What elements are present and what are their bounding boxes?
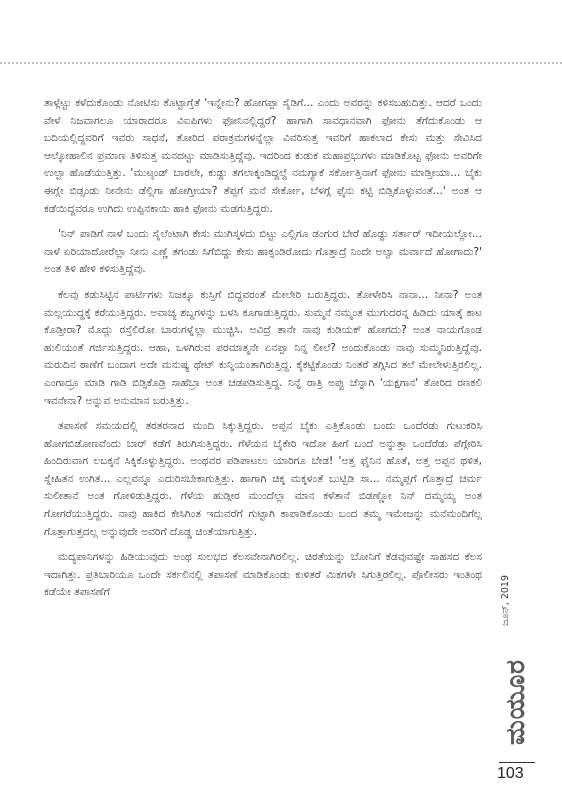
magazine-sidebar xyxy=(496,570,536,770)
paragraph: ತಾಳ್ಗೆಟ್ಟು ಕಳೆದುಕೊಂಡು ನೋಟಿಸು ಕೊಟ್ಟಾಗ್ತೆತೆ 'ಇನ್ನೇನು? ಹೋಗಪ್ಪಾ ಸೈಡಿಗೆ... ಎಂದು ಅವರನ್ನು ಕಳಿಸಬಹುದಿತ್ತು. ಆದರೆ ಒಂದು ವೇಳೆ ನಿಜವಾಗಲೂ ಯಾರಾದರೂ ವಿಐಪಿಗಳು ಫೋನಿನಲ್ಲಿದ್ದರೆ? ಹಾಗಾಗಿ ಸಾವಧಾನವಾಗಿ ಫೋನು ತೆಗೆದುಕೊಂಡು ಆ ಬದಿಯಲ್ಲಿದ್ದವರಿಗೆ ಇವರು ಸಾಧನೆ, ತೋರಿದ ಪರಾಕ್ರಮಗಳನ್ನೆಲ್ಲಾ ವಿವರಿಸುತ್ತ ಇವರಿಗೆ ಹಾಕಲಾದ ಕೇಸು ಮತ್ತು ಸೇವಿಸಿದ ಆಲ್ಕೋಹಾಲಿನ ಪ್ರಮಾಣ ತಿಳಿಸುತ್ತ ಮನದಟ್ಟು ಮಾಡಿಸುತ್ತಿದ್ದೆವು. ಇದರಿಂದ ಕುಡುಕ ಮಹಾಪ್ರಭುಗಳು ಮಾಡಿಕೊಟ್ಟ ಫೋನು ಅವರಿಗೇ ಉಲ್ಟಾ ಹೊಡೆಯುತ್ತಿತ್ತು. 'ಮುಟ್ಠಂಡ್ ಬಾರಲೇ, ಕುಡ್ದು ತಗಲಾಕ್ಕಂಡಿದ್ದಲ್ದೆ ನಮಗ್ಯಾಕೆ ಸರ್ಕೋತ್ತಿನಾಗೆ ಫೋನು ಮಾಡ್ತೀಯಾ... ಬೈಕು ಈಗ್ಲೇ ಬಿಡ್ಸಂಡು ನೀನೇನು ಡೆಲ್ಲಿಗಾ ಹೋಗ್ತೀಯಾ? ತೆಪ್ಪಗೆ ಮನೆ ಸೇರ್ಕೋ, ಬೆಳಗ್ಗೆ ಫೈನು ಕಟ್ಟಿ ಬಿಡ್ಸಿಕೊಳ್ಳುವಂತೆ...' ಅಂತ ಆ ಕಡೆಯಿದ್ದವರೂ ಉಗಿದು ಉಪ್ಪಿನಕಾಯಿ ಹಾಕಿ ಫೋನು ಮಡಗುತ್ತಿದ್ದರು. xyxy=(44,97,482,215)
paragraph: ಕೆಲವು ಕಡುಸಿಟ್ಟಿನ ಪಾರ್ಟಿಗಳು ನಿಜಕ್ಕೂ ಕುಸ್ತಿಗೆ ಬಿದ್ದವರಂತೆ ಮೇಲೇರಿ ಬರುತ್ತಿದ್ದರು. ತೋಳೇರಿಸಿ ನಾನಾ... ನೀನಾ? ಅಂತ ಮಲ್ಲಯುದ್ಧಕ್ಕೆ ಕರೆಯುತ್ತಿದ್ದರು. ಅವಾಚ್ಯ ಶಬ್ದಗಳನ್ನು ಬಳಸಿ ಕೂಗಾಡುತ್ತಿದ್ದರು. ಸುಮ್ಮನೆ ನಮ್ಮಂತ ಮುಗುದರನ್ನ ಹಿಡಿದು ಯಾತ್ಕೆ ಕಾಟ ಕೊಡ್ತೀರಾ? ಮೊದ್ಲು ರಸ್ತೆಲಿರೋ ಬಾರುಗಳ್ನೆಲ್ಲಾ ಮುಚ್ಚಿಸಿ. ಅವಿದ್ರೆ ತಾನೇ ನಾವು ಕುಡಿಯಕ್ ಹೋಗದು? ಅಂತ ನಾಯಗೊಂಡ ಹುಲಿಯಂತೆ ಗರ್ಜಿಸುತ್ತಿದ್ದರು. ಆಹಾ, ಒಳಗಿರುವ ಪರಮಾತ್ಮನೇ ಏನಪ್ಪಾ ನಿನ್ನ ಲೀಲೆ? ಅಂದುಕೊಂಡು ನಾವು ಸುಮ್ಮನಿರುತ್ತಿದ್ದೆವು. ಮರುದಿನ ಠಾಣೆಗೆ ಬಂದಾಗ ಅದೇ ಮನುಷ್ಯ ಥೇಟ್ ಕುನ್ನಿಯಂತಾಗಿರುತ್ತಿದ್ದ. ಕೈಕಟ್ಟಿಕೊಂಡು ನಿಂತರೆ ತಗ್ಗಿಸಿದ ತಲೆ ಮೇಲೇಳುತ್ತಿರಲಿಲ್ಲ. ಎಂಗಾದ್ರೂ ಮಾಡಿ ಗಾಡಿ ಬಿಡ್ಸಿಕೊಡ್ರಿ ಸಾಹೆಬ್ರಾ ಅಂತ ಚಡಪಡಿಸುತ್ತಿದ್ದ. ನಿನ್ನೆ ರಾತ್ರಿ ಅಪ್ಪು ಚೆನ್ನಾಗಿ 'ಯಕ್ಷಗಾನ' ತೋರಿದ ರಣಕಲಿ ಇವನೇನಾ? ಅನ್ನುವ ಅನುಮಾನ ಬರುತ್ತಿತ್ತು. xyxy=(44,288,482,407)
page-number-rule xyxy=(499,762,535,763)
dotted-divider xyxy=(0,62,562,64)
paragraph: ಮದ್ಯಪಾನಿಗಳನ್ನು ಹಿಡಿಯುವುದು ಅಂಥ ಸುಲಭದ ಕೆಲಸವೇನಾಗಿರಲಿಲ್ಲ. ಚಿರತೆಯನ್ನು ಬೋನಿಗೆ ಕೆಡವುವಷ್ಟೇ ಸಾಹಸದ ಕೆಲಸ ಇದಾಗಿತ್ತು. ಪ್ರತಿಬಾರಿಯೂ ಒಂದೇ ಸರ್ಕಲಿನಲ್ಲಿ ತಪಾಸಣೆ ಮಾಡಿಕೊಂಡು ಕುಳಿತರೆ ಮಿಕಗಳೇ ಸಿಗುತ್ತಿರಲಿಲ್ಲ. ಪೊಲೀಸರು ಇಂತಿಂಥ ಕಡೆಯೇ ತಪಾಸಣೆಗೆ xyxy=(44,551,482,599)
issue-date: ಜೂನ್, 2019 xyxy=(500,574,511,626)
page-number: 103 xyxy=(497,765,524,782)
paragraph: ತಪಾಸಣೆ ಸಮಯದಲ್ಲಿ ತರತರನಾದ ಮಂದಿ ಸಿಕ್ಕುತ್ತಿದ್ದರು. ಅಪ್ಪನ ಬೈಕು ಎತ್ತಿಕೊಂಡು ಬಂದು ಒಂದೆರಡು ಗುಟುಕರಿಸಿ ಹೋಗಬಿಡೋಣವೆಂದು ಬಾರ್ ಕಡೆಗೆ ತಿರುಗಿಸುತ್ತಿದ್ದರು. ಗೆಳೆಯನ ಬೈಕೇರಿ ಇದೋ ಹೀಗೆ ಬಂದೆ ಅನ್ನುತ್ತಾ ಒಂದೆರೆಡು ಪೆಗ್ಗೇರಿಸಿ ಹಿಂದಿರುವಾಗ ಲಬಕ್ಕನೆ ಸಿಕ್ಕಿಕೊಳ್ಳುತ್ತಿದ್ದರು. ಅಂಥವರ ಪಡಿಪಾಟಲು ಯಾರಿಗೂ ಬೇಡ! 'ಅತ್ತ ಫೈನಿನ ಹೊತೆ, ಅತ್ತ ಅಪ್ಪನ ಥಳಿತ, ಸ್ನೇಹಿತನ ಉಗಿತ... ಎಲ್ಲವನ್ನೂ ಎದುರಿಸಬೇಕಾಗುತ್ತಿತ್ತು. ಹಾಗಾಗಿ ಚಿಕ್ಕ ಮಕ್ಕಳಂತೆ ಬುಟ್ಬಿಡಿ ಸಾ... ನಮ್ಮಪ್ಪಗೆ ಗೊತ್ತಾದ್ರೆ ಚರ್ಮ ಸುಲೀತಾನೆ ಅಂತ ಗೋಳಿಡುತ್ತಿದ್ದರು. ಗೆಳೆಯ ಹುಡ್ಗೀರ ಮುಂದೆಲ್ಲಾ ಮಾನ ಕಳೆತಾನೆ ಬಿಡಣ್ಣೋ ನಿನ್ ದಮ್ಮಯ್ಯ ಅಂತ ಗೋಗರೆಯುತ್ತಿದ್ದರು. ನಾವು ಹಾಕಿದ ಕೇಸಿಗಿಂತ ಇದುವರೆಗೆ ಗುಟ್ಟಾಗಿ ಕಾಪಾಡಿಕೊಂಡು ಬಂದ ತಮ್ಮ ಇಮೇಜನ್ನು ಮನೆಮಂದಿಗೆಲ್ಲ ಗೊತ್ತಾಗುತ್ತದಲ್ಲ ಅನ್ನುವುದೇ ಅವರಿಗೆ ದೊಡ್ಡ ಚಿಂತೆಯಾಗುತ್ತಿತ್ತು. xyxy=(44,420,482,538)
paragraph: 'ನಿನ್ ಪಾಡಿಗೆ ನಾಳೆ ಬಂದು ಸೈಲೆಂಟಾಗಿ ಕೇಸು ಮುಗಿಸ್ಕಳದು ಬಿಟ್ಟು ಎಲ್ಲಿಗೂ ಡಂಗುರ ಬೇರೆ ಹೊಡ್ದು ಸರ್ತಾರ್ ಇದೀಯಲ್ಲೋ... ನಾಳೆ ಏರಿಯಾದೋರೆಲ್ಲಾ ನೀನು ಎಣ್ಣೆ ತಗಂಡು ಸಿಗೆಬಿದ್ದು ಕೇಸು ಹಾಕ್ಸಂಡಿರೋದು ಗೊತ್ತಾದ್ರೆ ನಿಂದೇ ಅಲ್ವಾ ಮರ್ವಾದೆ ಹೋಗಾದು?' ಅಂತ ತಿಳಿ ಹೇಳಿ ಕಳಿಸುತ್ತಿದ್ದೆವು. xyxy=(44,228,482,276)
magazine-logo: ಮಯೂರ xyxy=(501,659,531,745)
article-body xyxy=(44,95,482,610)
